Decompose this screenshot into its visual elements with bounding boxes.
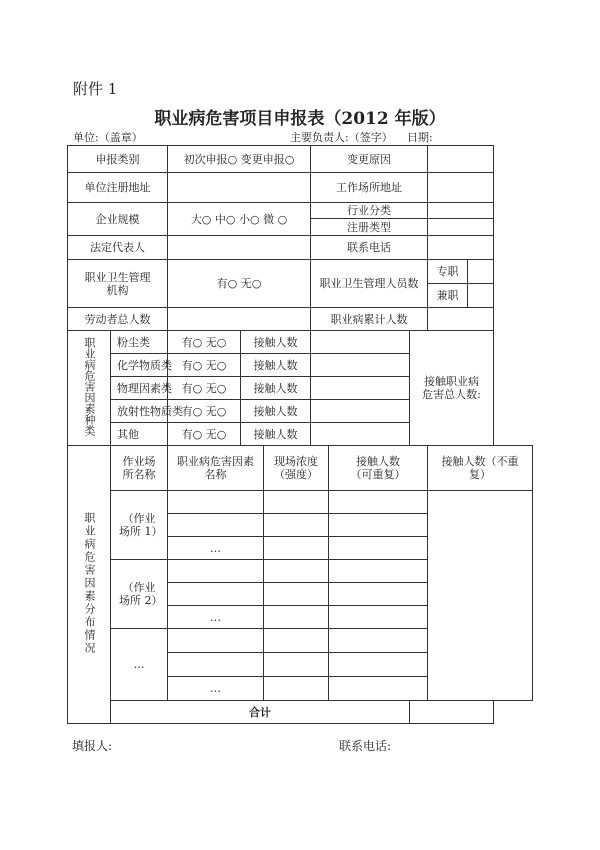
factor-ellipsis: …: [168, 677, 264, 701]
fulltime-label: 专职: [428, 260, 468, 284]
factor-field[interactable]: [168, 560, 264, 583]
col-exposed-nodup-header: 接触人数（不重复）: [428, 446, 533, 491]
workers-total-label: 劳动者总人数: [68, 308, 168, 331]
change-reason-label: 变更原因: [311, 146, 428, 173]
exposed-count-field[interactable]: [311, 377, 410, 400]
exposed-count-label: 接触人数: [241, 423, 311, 446]
hazard-type-name: 粉尘类: [111, 331, 168, 354]
reg-type-label: 注册类型: [311, 219, 428, 236]
factor-ellipsis: …: [168, 606, 264, 629]
col-exposed-dup-header: 接触人数（可重复）: [329, 446, 428, 491]
exposed-count-label: 接触人数: [241, 400, 311, 423]
exposed-dup-field[interactable]: [329, 514, 428, 537]
factor-field[interactable]: [168, 583, 264, 606]
hazard-types-label: 职业病危害因素种类: [68, 331, 111, 446]
hygiene-org-label: 职业卫生管理机构: [68, 260, 168, 308]
cumulative-cases-label: 职业病累计人数: [311, 308, 428, 331]
concentration-field[interactable]: [264, 606, 329, 629]
declaration-form-table: [67, 145, 533, 724]
workplace-2-label: （作业场所 2）: [111, 560, 168, 629]
hazard-type-options[interactable]: 有○ 无○: [168, 400, 241, 423]
unit-stamp-label: 单位:（盖章）: [73, 131, 143, 144]
hazard-type-options[interactable]: 有○ 无○: [168, 354, 241, 377]
hazard-type-name: 化学物质类: [111, 354, 168, 377]
parttime-field[interactable]: [468, 284, 494, 308]
concentration-field[interactable]: [264, 514, 329, 537]
total-exposed-label: 接触职业病危害总人数:: [410, 331, 494, 446]
exposed-count-field[interactable]: [311, 331, 410, 354]
reg-address-label: 单位注册地址: [68, 173, 168, 203]
form-title: 职业病危害项目申报表（2012 年版）: [154, 109, 446, 129]
workers-total-field[interactable]: [168, 308, 311, 331]
total-label: 合计: [111, 701, 410, 724]
exposed-dup-field[interactable]: [329, 560, 428, 583]
exposed-count-field[interactable]: [311, 354, 410, 377]
factor-field[interactable]: [168, 514, 264, 537]
date-label: 日期:: [407, 131, 433, 144]
hazard-type-options[interactable]: 有○ 无○: [168, 377, 241, 400]
hygiene-org-options[interactable]: 有○ 无○: [168, 260, 311, 308]
distribution-label: 职业病危害因素分布情况: [68, 446, 111, 724]
hazard-type-name: 物理因素类: [111, 377, 168, 400]
exposed-dup-field[interactable]: [329, 606, 428, 629]
exposed-dup-field[interactable]: [329, 629, 428, 653]
workplace-1-label: （作业场所 1）: [111, 491, 168, 560]
factor-ellipsis: …: [168, 537, 264, 560]
workplace-address-field[interactable]: [428, 173, 494, 203]
exposed-count-label: 接触人数: [241, 331, 311, 354]
exposed-count-label: 接触人数: [241, 354, 311, 377]
annex-label: 附件 1: [73, 80, 118, 98]
factor-field[interactable]: [168, 629, 264, 653]
exposed-dup-field[interactable]: [329, 491, 428, 514]
exposed-dup-field[interactable]: [329, 537, 428, 560]
enterprise-scale-options[interactable]: 大○ 中○ 小○ 微 ○: [168, 203, 311, 236]
concentration-field[interactable]: [264, 537, 329, 560]
reg-address-field[interactable]: [168, 173, 311, 203]
change-reason-field[interactable]: [428, 146, 494, 173]
exposed-nodup-field[interactable]: [428, 491, 533, 701]
hazard-type-options[interactable]: 有○ 无○: [168, 423, 241, 446]
concentration-field[interactable]: [264, 583, 329, 606]
footer-phone-label: 联系电话:: [339, 739, 392, 753]
declare-type-options[interactable]: 初次申报○ 变更申报○: [168, 146, 311, 173]
factor-field[interactable]: [168, 653, 264, 677]
workplace-address-label: 工作场所地址: [311, 173, 428, 203]
exposed-count-field[interactable]: [311, 400, 410, 423]
hazard-type-name: 放射性物质类: [111, 400, 168, 423]
concentration-field[interactable]: [264, 677, 329, 701]
workplace-ellipsis: …: [111, 629, 168, 701]
cumulative-cases-field[interactable]: [428, 308, 494, 331]
exposed-dup-field[interactable]: [329, 677, 428, 701]
legal-rep-field[interactable]: [168, 236, 311, 260]
industry-field[interactable]: [428, 203, 494, 219]
concentration-field[interactable]: [264, 629, 329, 653]
phone-field[interactable]: [428, 236, 494, 260]
concentration-field[interactable]: [264, 491, 329, 514]
enterprise-scale-label: 企业规模: [68, 203, 168, 236]
col-workplace-header: 作业场所名称: [111, 446, 168, 491]
concentration-field[interactable]: [264, 560, 329, 583]
hygiene-staff-label: 职业卫生管理人员数: [311, 260, 428, 308]
col-concentration-header: 现场浓度（强度）: [264, 446, 329, 491]
declare-type-label: 申报类别: [68, 146, 168, 173]
col-factor-header: 职业病危害因素名称: [168, 446, 264, 491]
factor-field[interactable]: [168, 491, 264, 514]
reg-type-field[interactable]: [428, 219, 494, 236]
hazard-type-options[interactable]: 有○ 无○: [168, 331, 241, 354]
responsible-signature-label: 主要负责人:（签字）: [290, 131, 393, 144]
concentration-field[interactable]: [264, 653, 329, 677]
phone-label: 联系电话: [311, 236, 428, 260]
industry-label: 行业分类: [311, 203, 428, 219]
exposed-dup-field[interactable]: [329, 583, 428, 606]
filler-label: 填报人:: [72, 739, 113, 753]
fulltime-field[interactable]: [468, 260, 494, 284]
exposed-count-field[interactable]: [311, 423, 410, 446]
total-field[interactable]: [410, 701, 494, 724]
legal-rep-label: 法定代表人: [68, 236, 168, 260]
exposed-dup-field[interactable]: [329, 653, 428, 677]
parttime-label: 兼职: [428, 284, 468, 308]
exposed-count-label: 接触人数: [241, 377, 311, 400]
hazard-type-name: 其他: [111, 423, 168, 446]
